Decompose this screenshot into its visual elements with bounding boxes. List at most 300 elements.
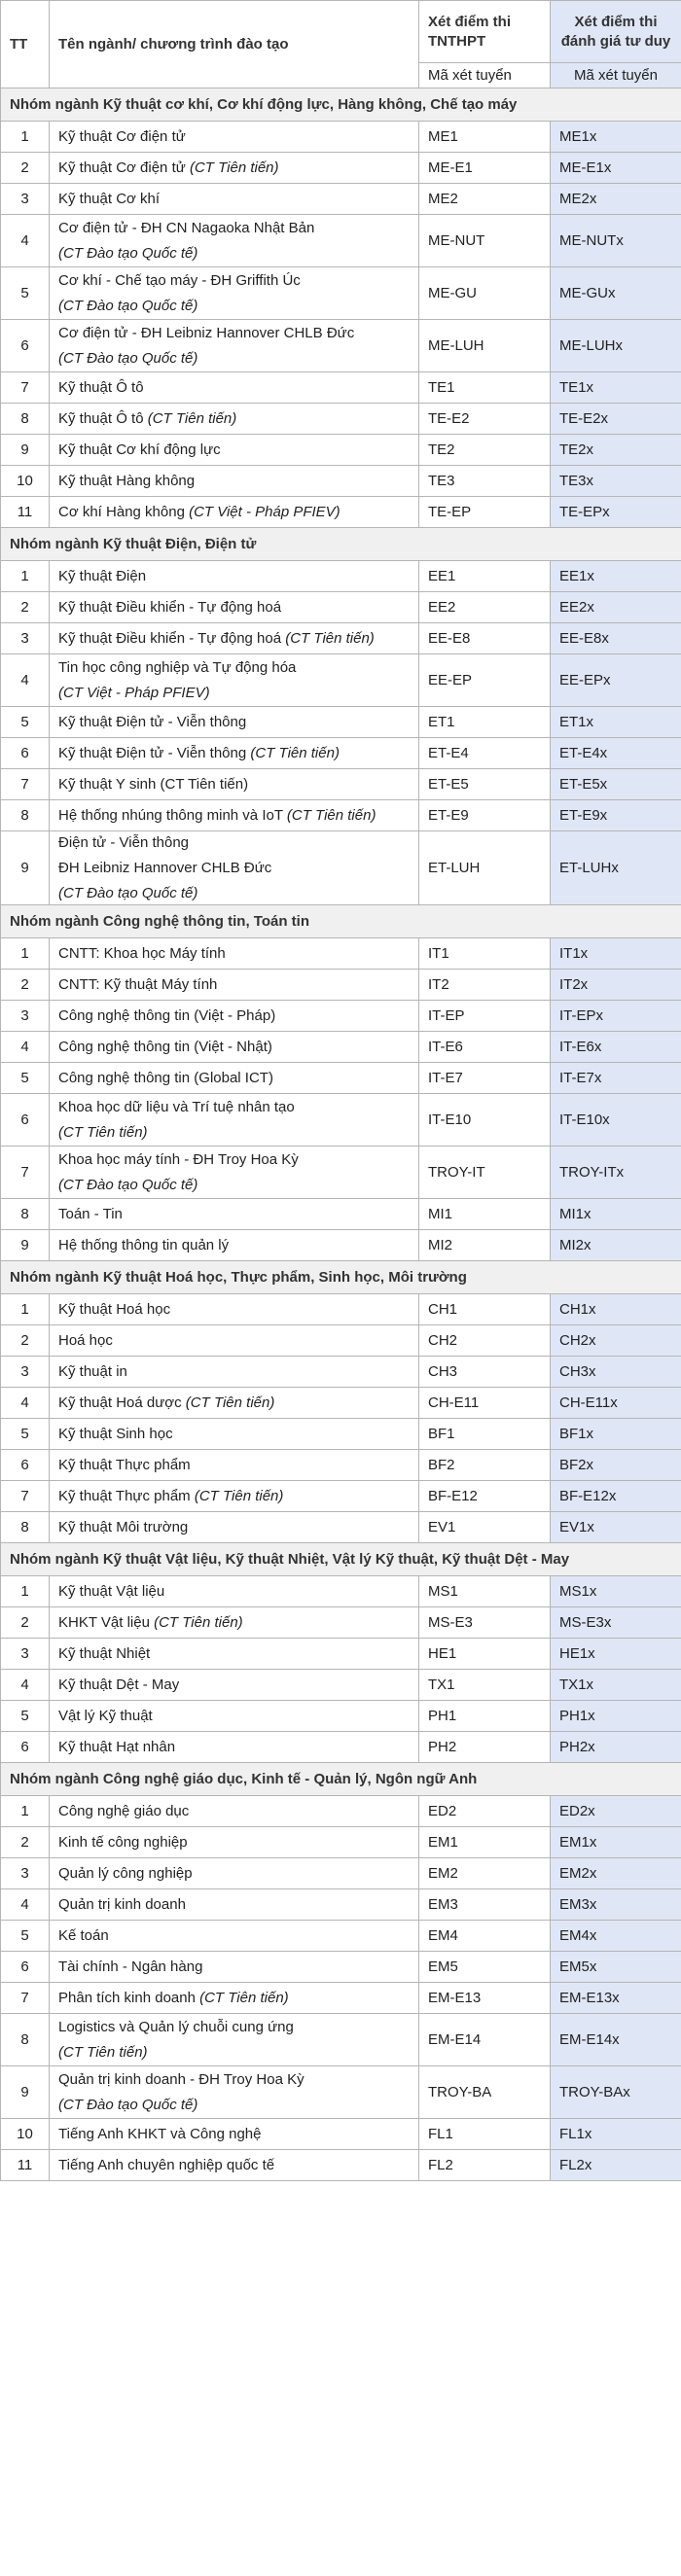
- program-name-line: [58, 1989, 410, 2008]
- program-name: Kỹ thuật Vật liệu: [58, 1582, 165, 1600]
- program-name: Hoá học: [58, 1331, 113, 1349]
- program-note: (CT Tiên tiến): [154, 1613, 243, 1631]
- row-number: 9: [1, 831, 50, 905]
- program-type: (CT Tiên tiến): [58, 2043, 148, 2061]
- row-number: 2: [1, 1827, 50, 1858]
- row-number: 8: [1, 1199, 50, 1230]
- table-row: [1, 466, 681, 497]
- program-name-line: [58, 1098, 410, 1117]
- code-tnthpt: CH2: [419, 1325, 551, 1357]
- program-name-cell: [50, 1230, 419, 1261]
- code-tu-duy: TE-E2x: [551, 404, 681, 435]
- code-tu-duy: IT-E7x: [551, 1063, 681, 1094]
- program-name: Kỹ thuật Sinh học: [58, 1425, 173, 1442]
- row-number: 5: [1, 1921, 50, 1952]
- table-row: [1, 2119, 681, 2150]
- program-type: (CT Việt - Pháp PFIEV): [58, 684, 210, 701]
- table-row: [1, 1670, 681, 1701]
- code-tu-duy: ET-E9x: [551, 800, 681, 831]
- table-row: [1, 1094, 681, 1147]
- program-type: (CT Đào tạo Quốc tế): [58, 349, 198, 367]
- program-type: (CT Đào tạo Quốc tế): [58, 884, 198, 901]
- code-tnthpt: IT2: [419, 970, 551, 1001]
- table-row: [1, 122, 681, 153]
- row-number: 9: [1, 2066, 50, 2119]
- program-name: Kỹ thuật Ô tô: [58, 409, 148, 427]
- table-row: [1, 1199, 681, 1230]
- program-name-cell: [50, 320, 419, 372]
- table-row: [1, 623, 681, 654]
- row-number: 2: [1, 1325, 50, 1357]
- program-name: Kỹ thuật Điện: [58, 567, 147, 584]
- program-name-line: [58, 1487, 410, 1506]
- program-name-cell: [50, 1388, 419, 1419]
- program-name-cell: [50, 1827, 419, 1858]
- code-tnthpt: EE2: [419, 592, 551, 623]
- code-tu-duy: BF2x: [551, 1450, 681, 1481]
- code-tnthpt: EM-E14: [419, 2014, 551, 2066]
- program-name: Tin học công nghiệp và Tự động hóa: [58, 658, 297, 676]
- code-tnthpt: ET-E5: [419, 769, 551, 800]
- row-number: 11: [1, 2150, 50, 2181]
- code-tnthpt: TX1: [419, 1670, 551, 1701]
- table-row: [1, 592, 681, 623]
- code-tu-duy: IT-EPx: [551, 1001, 681, 1032]
- program-name-cell: [50, 2150, 419, 2181]
- program-note: (CT Tiên tiến): [147, 409, 237, 427]
- code-tnthpt: PH2: [419, 1732, 551, 1763]
- table-row: [1, 2014, 681, 2066]
- table-row: [1, 372, 681, 404]
- code-tu-duy: EM-E14x: [551, 2014, 681, 2066]
- code-tu-duy: TE2x: [551, 435, 681, 466]
- program-name: Tiếng Anh chuyên nghiệp quốc tế: [58, 2156, 275, 2173]
- program-name-line: [58, 1738, 410, 1757]
- code-tu-duy: EM2x: [551, 1858, 681, 1889]
- program-name-cell: [50, 1607, 419, 1639]
- code-tnthpt: CH1: [419, 1294, 551, 1325]
- code-tnthpt: IT-EP: [419, 1001, 551, 1032]
- program-name-line: [58, 944, 410, 964]
- row-number: 9: [1, 435, 50, 466]
- row-number: 5: [1, 267, 50, 320]
- program-name-line2: ĐH Leibniz Hannover CHLB Đức: [58, 859, 272, 876]
- code-tnthpt: CH-E11: [419, 1388, 551, 1419]
- program-note: (CT Tiên tiến): [199, 1989, 289, 2006]
- table-row: [1, 561, 681, 592]
- program-name-line: [58, 1518, 410, 1537]
- code-tu-duy: EM1x: [551, 1827, 681, 1858]
- program-name-cell: [50, 1094, 419, 1147]
- row-number: 3: [1, 623, 50, 654]
- row-number: 4: [1, 1889, 50, 1921]
- row-number: 2: [1, 1607, 50, 1639]
- program-type: (CT Đào tạo Quốc tế): [58, 244, 198, 262]
- code-tnthpt: EE-EP: [419, 654, 551, 707]
- table-row: [1, 267, 681, 320]
- table-row: [1, 404, 681, 435]
- row-number: 8: [1, 1512, 50, 1543]
- program-name: Kỹ thuật Điều khiển - Tự động hoá: [58, 629, 286, 647]
- row-number: 8: [1, 2014, 50, 2066]
- row-number: 1: [1, 1796, 50, 1827]
- program-name-line: [58, 1707, 410, 1726]
- program-type: (CT Đào tạo Quốc tế): [58, 297, 198, 314]
- program-name-line: [58, 1613, 410, 1633]
- program-type: (CT Đào tạo Quốc tế): [58, 2096, 198, 2113]
- program-name: Khoa học dữ liệu và Trí tuệ nhân tạo: [58, 1098, 295, 1115]
- program-name-cell: [50, 2066, 419, 2119]
- program-name: Kỹ thuật Hạt nhân: [58, 1738, 176, 1755]
- code-tu-duy: IT1x: [551, 938, 681, 970]
- program-name-cell: [50, 738, 419, 769]
- row-number: 4: [1, 215, 50, 267]
- code-tu-duy: ET-LUHx: [551, 831, 681, 905]
- code-tnthpt: IT1: [419, 938, 551, 970]
- table-row: [1, 1063, 681, 1094]
- table-row: [1, 1827, 681, 1858]
- program-name-cell: [50, 1294, 419, 1325]
- program-name: Kỹ thuật Cơ khí: [58, 190, 161, 207]
- program-name-line: [58, 1362, 410, 1382]
- row-number: 7: [1, 769, 50, 800]
- row-number: 1: [1, 1294, 50, 1325]
- table-row: [1, 2150, 681, 2181]
- program-name-cell: [50, 2014, 419, 2066]
- table-row: [1, 654, 681, 707]
- program-name-line: [58, 1895, 410, 1915]
- code-tu-duy: ME1x: [551, 122, 681, 153]
- program-name-cell: [50, 1952, 419, 1983]
- program-name-line: [58, 1069, 410, 1088]
- program-name: Công nghệ thông tin (Việt - Pháp): [58, 1006, 276, 1024]
- table-row: [1, 1325, 681, 1357]
- program-name-cell: [50, 1450, 419, 1481]
- program-name-line: [58, 975, 410, 995]
- code-tu-duy: ED2x: [551, 1796, 681, 1827]
- program-name: KHKT Vật liệu: [58, 1613, 155, 1631]
- program-name-cell: [50, 2119, 419, 2150]
- program-name-cell: [50, 153, 419, 184]
- row-number: 3: [1, 184, 50, 215]
- code-tnthpt: ME-GU: [419, 267, 551, 320]
- program-name-line: [58, 1644, 410, 1664]
- program-name-line: [58, 2070, 410, 2090]
- program-name-line: [58, 1926, 410, 1946]
- program-name-cell: [50, 1481, 419, 1512]
- program-name-cell: [50, 1147, 419, 1199]
- program-name: Toán - Tin: [58, 1205, 123, 1222]
- program-name: Cơ khí Hàng không: [58, 503, 190, 520]
- program-name-cell: [50, 654, 419, 707]
- code-tnthpt: ME-LUH: [419, 320, 551, 372]
- program-name: CNTT: Kỹ thuật Máy tính: [58, 975, 218, 993]
- program-name-cell: [50, 970, 419, 1001]
- code-tnthpt: EE-E8: [419, 623, 551, 654]
- program-name-cell: [50, 1199, 419, 1230]
- row-number: 3: [1, 1858, 50, 1889]
- code-tu-duy: TROY-BAx: [551, 2066, 681, 2119]
- table-row: [1, 800, 681, 831]
- program-name: Kinh tế công nghiệp: [58, 1833, 188, 1851]
- table-row: [1, 1639, 681, 1670]
- program-note: (CT Tiên tiến): [185, 1394, 275, 1411]
- code-tu-duy: MI2x: [551, 1230, 681, 1261]
- code-tnthpt: IT-E7: [419, 1063, 551, 1094]
- row-number: 7: [1, 1481, 50, 1512]
- table-row: [1, 970, 681, 1001]
- code-tu-duy: ME-LUHx: [551, 320, 681, 372]
- program-name-cell: [50, 372, 419, 404]
- code-tu-duy: EE2x: [551, 592, 681, 623]
- group-header-row: [1, 528, 681, 561]
- code-tu-duy: EV1x: [551, 1512, 681, 1543]
- program-name: Kỹ thuật Thực phẩm: [58, 1456, 191, 1473]
- group-header-row: [1, 1543, 681, 1576]
- code-tnthpt: MS1: [419, 1576, 551, 1607]
- code-tu-duy: EE1x: [551, 561, 681, 592]
- row-number: 6: [1, 1450, 50, 1481]
- program-name-cell: [50, 1889, 419, 1921]
- program-name-line: [58, 1425, 410, 1444]
- program-name-line: [58, 567, 410, 586]
- code-tnthpt: TE-EP: [419, 497, 551, 528]
- table-row: [1, 1952, 681, 1983]
- program-name-line: [58, 833, 410, 853]
- code-tu-duy: ET-E4x: [551, 738, 681, 769]
- program-name-line: [58, 658, 410, 678]
- program-name: Vật lý Kỹ thuật: [58, 1707, 153, 1724]
- code-tu-duy: ME-GUx: [551, 267, 681, 320]
- table-row: [1, 1032, 681, 1063]
- program-name: Kỹ thuật Cơ điện tử: [58, 159, 190, 176]
- row-number: 5: [1, 707, 50, 738]
- code-tnthpt: PH1: [419, 1701, 551, 1732]
- header-program-name: Tên ngành/ chương trình đào tạo: [50, 1, 419, 88]
- program-name-line: [58, 744, 410, 763]
- program-name-line: [58, 1833, 410, 1853]
- code-tnthpt: ET-E9: [419, 800, 551, 831]
- group-header-row: [1, 1261, 681, 1294]
- program-name: Kế toán: [58, 1926, 109, 1944]
- program-name-line: [58, 1150, 410, 1170]
- program-note: (CT Tiên tiến): [285, 629, 375, 647]
- program-note: (CT Tiên tiến): [286, 806, 376, 824]
- program-name: Phân tích kinh doanh: [58, 1989, 200, 2006]
- program-name-line: [58, 378, 410, 398]
- table-row: [1, 1357, 681, 1388]
- program-name-cell: [50, 267, 419, 320]
- program-name-cell: [50, 800, 419, 831]
- program-name-line: [58, 1006, 410, 1026]
- program-name-line: [58, 598, 410, 618]
- code-tu-duy: ME2x: [551, 184, 681, 215]
- row-number: 11: [1, 497, 50, 528]
- group-title: Nhóm ngành Công nghệ giáo dục, Kinh tế - Quản lý, Ngôn ngữ Anh: [1, 1763, 681, 1796]
- code-tnthpt: IT-E6: [419, 1032, 551, 1063]
- code-tu-duy: EM-E13x: [551, 1983, 681, 2014]
- table-row: [1, 1294, 681, 1325]
- code-tu-duy: TE1x: [551, 372, 681, 404]
- program-name: Quản trị kinh doanh - ĐH Troy Hoa Kỳ: [58, 2070, 305, 2088]
- table-row: [1, 1419, 681, 1450]
- code-tnthpt: CH3: [419, 1357, 551, 1388]
- row-number: 1: [1, 1576, 50, 1607]
- program-name-line: [58, 127, 410, 147]
- code-tu-duy: PH1x: [551, 1701, 681, 1732]
- row-number: 4: [1, 1670, 50, 1701]
- code-tnthpt: MI2: [419, 1230, 551, 1261]
- program-name: Kỹ thuật in: [58, 1362, 127, 1380]
- program-name-line: [58, 441, 410, 460]
- row-number: 4: [1, 1032, 50, 1063]
- program-name-cell: [50, 1732, 419, 1763]
- table-row: [1, 1576, 681, 1607]
- program-name-line: [58, 219, 410, 238]
- code-tu-duy: FL2x: [551, 2150, 681, 2181]
- table-row: [1, 215, 681, 267]
- code-tu-duy: MS-E3x: [551, 1607, 681, 1639]
- program-type: (CT Tiên tiến): [58, 1123, 148, 1141]
- program-name: Kỹ thuật Ô tô: [58, 378, 144, 396]
- program-name-cell: [50, 623, 419, 654]
- code-tnthpt: BF-E12: [419, 1481, 551, 1512]
- program-name: Kỹ thuật Hoá dược: [58, 1394, 186, 1411]
- code-tu-duy: EM3x: [551, 1889, 681, 1921]
- row-number: 3: [1, 1001, 50, 1032]
- program-name-line: [58, 1582, 410, 1602]
- table-row: [1, 769, 681, 800]
- program-name: Tài chính - Ngân hàng: [58, 1958, 203, 1975]
- program-name-cell: [50, 1032, 419, 1063]
- code-tnthpt: EM2: [419, 1858, 551, 1889]
- table-row: [1, 2066, 681, 2119]
- program-name-cell: [50, 184, 419, 215]
- program-name-line: [58, 2018, 410, 2037]
- row-number: 3: [1, 1357, 50, 1388]
- row-number: 6: [1, 320, 50, 372]
- code-tnthpt: MS-E3: [419, 1607, 551, 1639]
- program-name-line: [58, 1456, 410, 1475]
- program-name: Công nghệ thông tin (Việt - Nhật): [58, 1038, 272, 1055]
- code-tu-duy: MS1x: [551, 1576, 681, 1607]
- code-tnthpt: BF1: [419, 1419, 551, 1450]
- code-tnthpt: TROY-BA: [419, 2066, 551, 2119]
- code-tnthpt: TE-E2: [419, 404, 551, 435]
- code-tnthpt: ME1: [419, 122, 551, 153]
- table-row: [1, 738, 681, 769]
- code-tnthpt: TROY-IT: [419, 1147, 551, 1199]
- program-name-line: [58, 2125, 410, 2144]
- table-row: [1, 1796, 681, 1827]
- table-row: [1, 1001, 681, 1032]
- program-name-cell: [50, 1701, 419, 1732]
- code-tu-duy: MI1x: [551, 1199, 681, 1230]
- group-header-row: [1, 88, 681, 122]
- row-number: 2: [1, 153, 50, 184]
- program-name-line: [58, 713, 410, 732]
- program-name-line: [58, 1300, 410, 1320]
- program-name-cell: [50, 404, 419, 435]
- code-tnthpt: BF2: [419, 1450, 551, 1481]
- code-tnthpt: ME-E1: [419, 153, 551, 184]
- code-tu-duy: TE3x: [551, 466, 681, 497]
- code-tu-duy: TX1x: [551, 1670, 681, 1701]
- code-tu-duy: TROY-ITx: [551, 1147, 681, 1199]
- table-row: [1, 497, 681, 528]
- program-name-cell: [50, 1576, 419, 1607]
- row-number: 1: [1, 938, 50, 970]
- code-tu-duy: BF1x: [551, 1419, 681, 1450]
- program-note: (CT Việt - Pháp PFIEV): [189, 503, 340, 520]
- code-tnthpt: FL1: [419, 2119, 551, 2150]
- program-name: Cơ điện tử - ĐH CN Nagaoka Nhật Bản: [58, 219, 315, 236]
- program-name-cell: [50, 1858, 419, 1889]
- table-row: [1, 1889, 681, 1921]
- code-tnthpt: EE1: [419, 561, 551, 592]
- table-row: [1, 1983, 681, 2014]
- row-number: 1: [1, 561, 50, 592]
- code-tu-duy: EM5x: [551, 1952, 681, 1983]
- program-name-cell: [50, 831, 419, 905]
- program-name-line: [58, 1236, 410, 1255]
- program-name-cell: [50, 497, 419, 528]
- table-row: [1, 1230, 681, 1261]
- row-number: 4: [1, 654, 50, 707]
- program-name-cell: [50, 466, 419, 497]
- code-tu-duy: CH1x: [551, 1294, 681, 1325]
- code-tu-duy: CH3x: [551, 1357, 681, 1388]
- program-name: Hệ thống thông tin quản lý: [58, 1236, 230, 1253]
- program-name-line: [58, 1676, 410, 1695]
- row-number: 10: [1, 466, 50, 497]
- row-number: 5: [1, 1063, 50, 1094]
- table-row: [1, 1450, 681, 1481]
- code-tnthpt: FL2: [419, 2150, 551, 2181]
- code-tu-duy: CH2x: [551, 1325, 681, 1357]
- code-tnthpt: IT-E10: [419, 1094, 551, 1147]
- code-tnthpt: ME2: [419, 184, 551, 215]
- program-name: Kỹ thuật Môi trường: [58, 1518, 189, 1535]
- group-title: Nhóm ngành Kỹ thuật Hoá học, Thực phẩm, Sinh học, Môi trường: [1, 1261, 681, 1294]
- program-name: Kỹ thuật Điện tử - Viễn thông: [58, 744, 251, 761]
- table-row: [1, 1701, 681, 1732]
- header-code-tu-duy: Mã xét tuyển: [551, 63, 681, 88]
- program-name-cell: [50, 1419, 419, 1450]
- table-row: [1, 707, 681, 738]
- program-name-line: [58, 503, 410, 522]
- program-name-line: [58, 1802, 410, 1821]
- code-tu-duy: EE-E8x: [551, 623, 681, 654]
- program-name: Kỹ thuật Y sinh (CT Tiên tiến): [58, 775, 249, 793]
- program-name: Cơ điện tử - ĐH Leibniz Hannover CHLB Đức: [58, 324, 355, 341]
- code-tnthpt: TE1: [419, 372, 551, 404]
- program-name-cell: [50, 707, 419, 738]
- row-number: 6: [1, 738, 50, 769]
- table-row: [1, 1512, 681, 1543]
- program-name-line: [58, 1958, 410, 1977]
- code-tnthpt: TE2: [419, 435, 551, 466]
- code-tnthpt: ET1: [419, 707, 551, 738]
- program-name: Kỹ thuật Điều khiển - Tự động hoá: [58, 598, 282, 616]
- program-note: (CT Tiên tiến): [250, 744, 340, 761]
- program-type: (CT Đào tạo Quốc tế): [58, 1176, 198, 1193]
- program-name: Công nghệ giáo dục: [58, 1802, 190, 1819]
- row-number: 2: [1, 970, 50, 1001]
- group-title: Nhóm ngành Kỹ thuật cơ khí, Cơ khí động lực, Hàng không, Chế tạo máy: [1, 88, 681, 122]
- table-row: [1, 1388, 681, 1419]
- code-tnthpt: MI1: [419, 1199, 551, 1230]
